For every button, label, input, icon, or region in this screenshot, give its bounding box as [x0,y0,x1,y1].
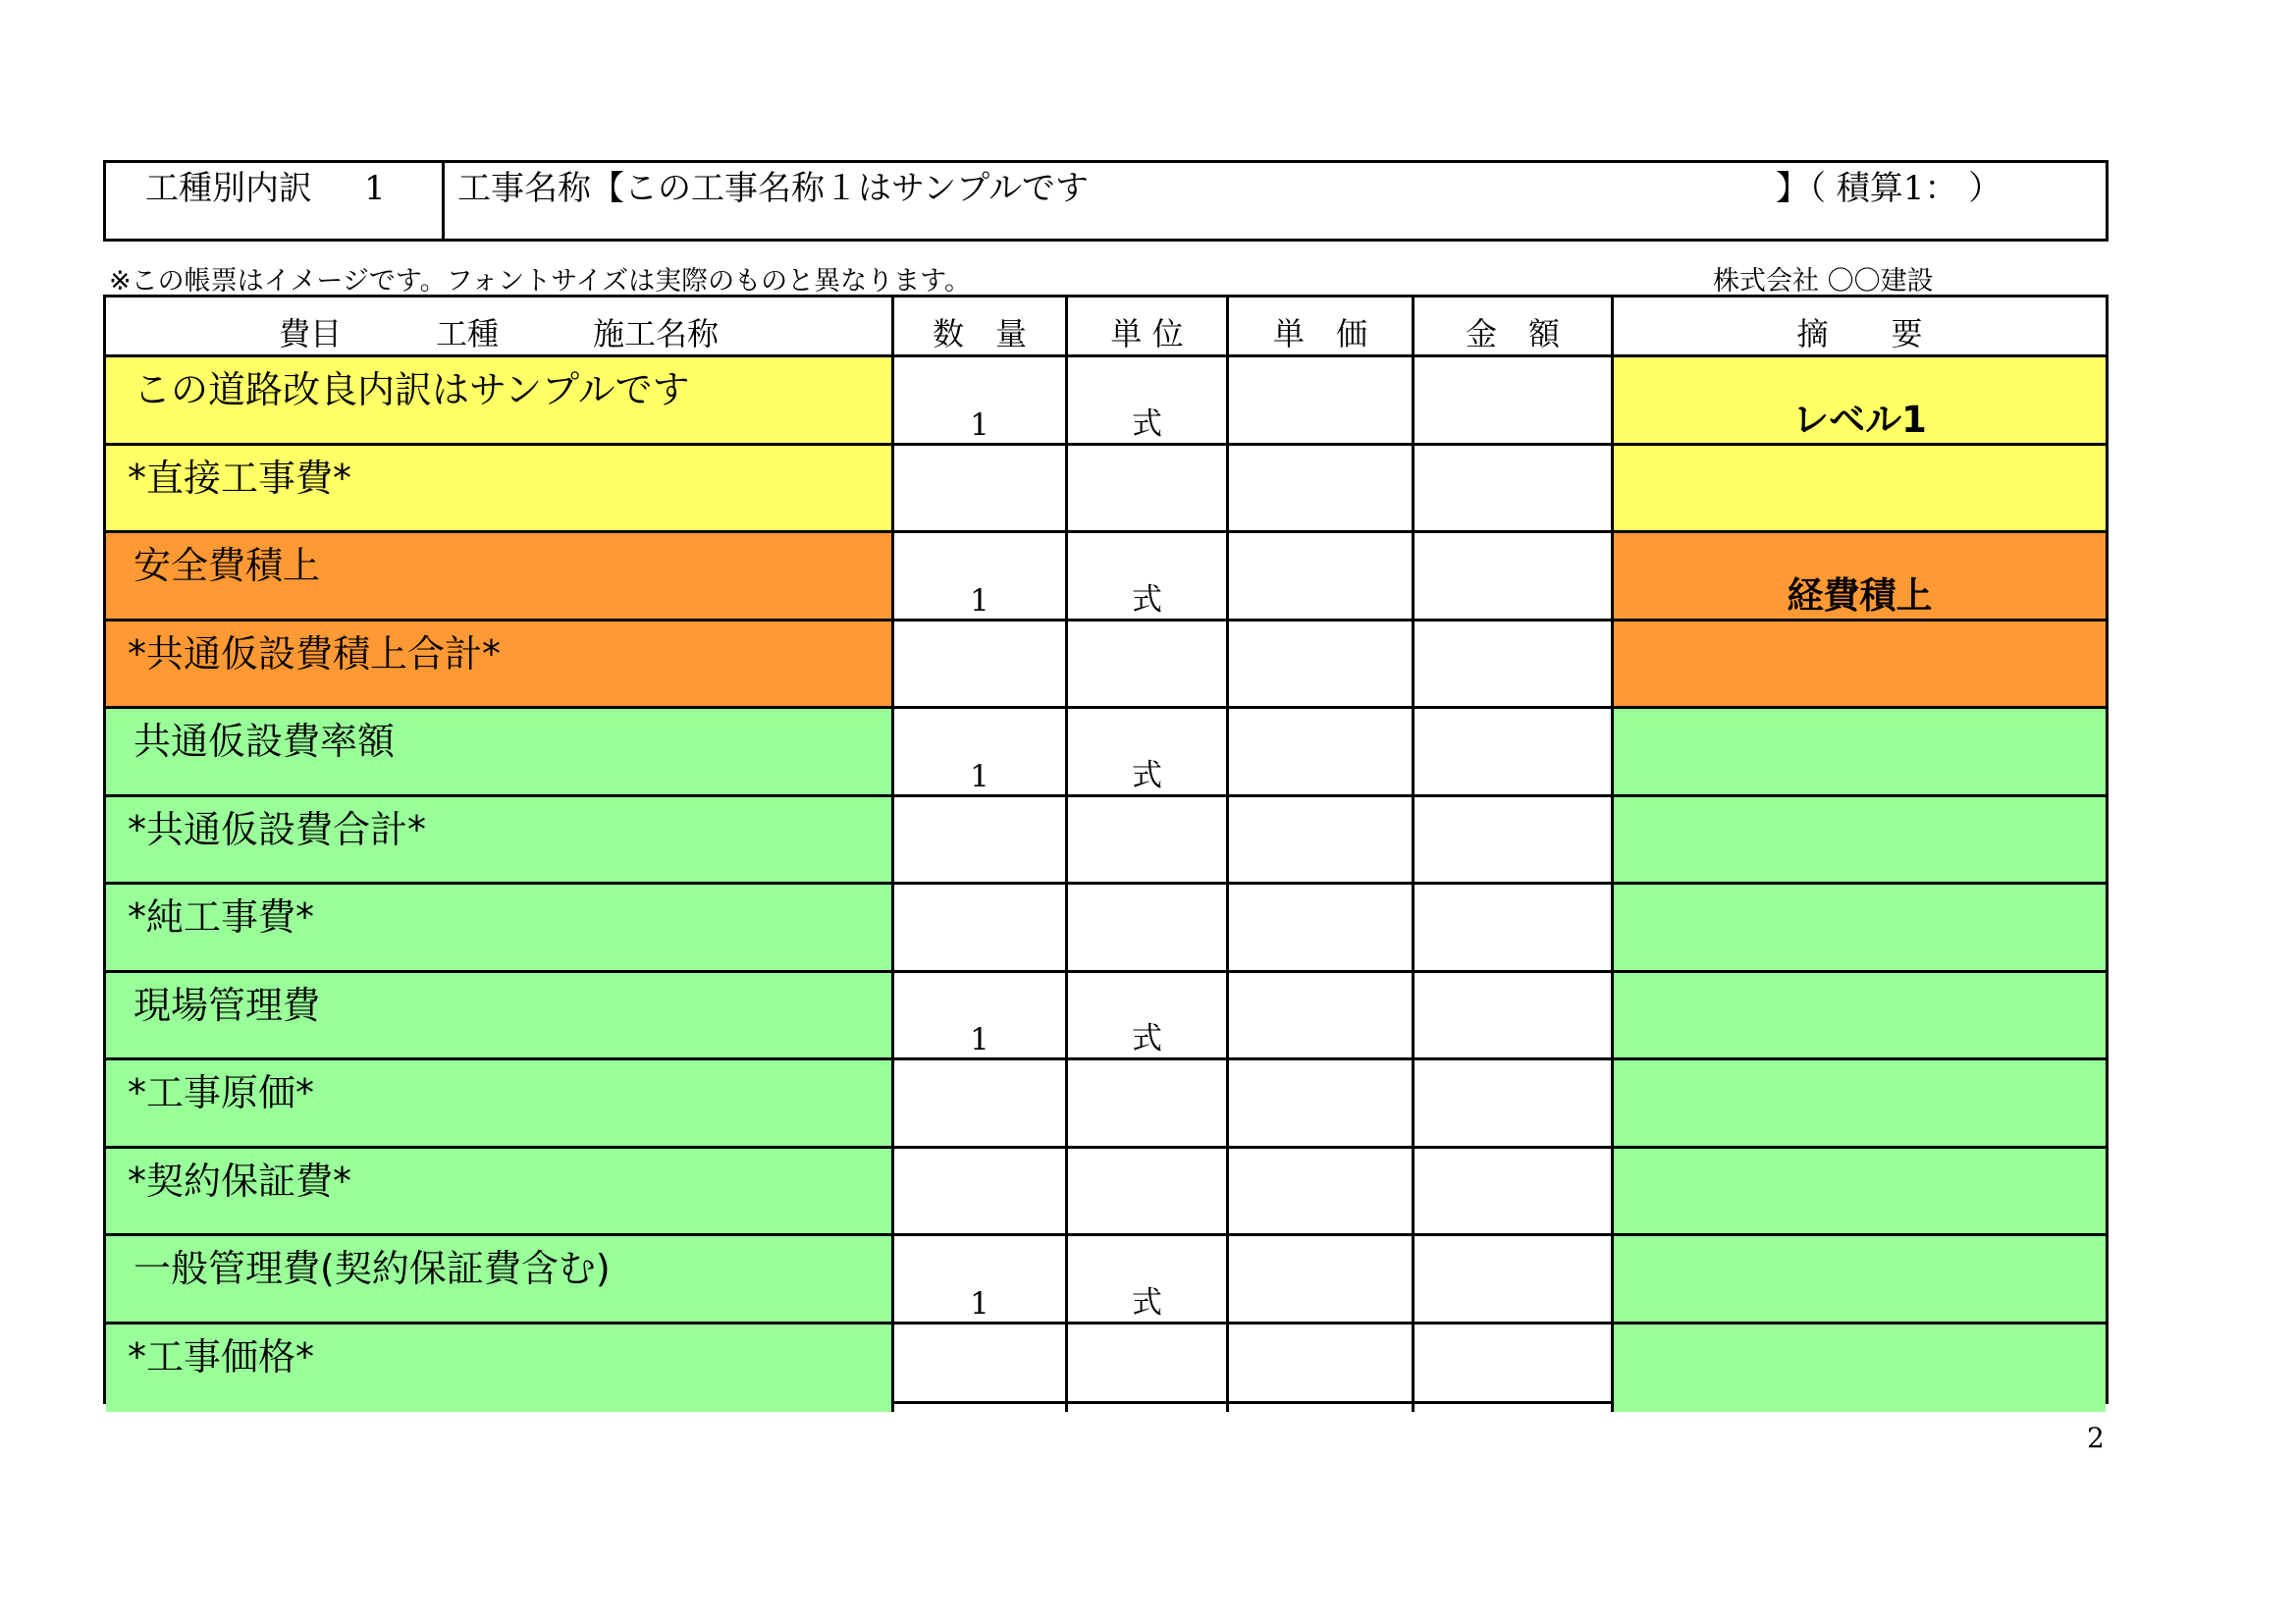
table-row [106,709,2106,797]
amount-cell [1412,357,1611,443]
item-cell [106,622,891,707]
unit-cell [1065,1236,1226,1322]
table-row [106,357,2106,446]
amount-cell [1412,1060,1611,1146]
unit-price-cell [1226,973,1412,1058]
unit-cell [1065,446,1226,531]
breakdown-table [103,295,2109,1404]
amount-cell [1412,1149,1611,1234]
breakdown-number: 1 [364,169,386,208]
quantity-cell [891,973,1065,1058]
unit-price-cell [1226,1236,1412,1322]
quantity-cell [891,1236,1065,1322]
header-unit-label: 単 位 [1110,315,1184,352]
remarks-cell [1611,973,2106,1058]
unit-cell [1065,357,1226,443]
header-amount [1412,297,1611,354]
unit-value: 式 [1132,1284,1162,1321]
table-row [106,1149,2106,1237]
header-quantity [891,297,1065,354]
header-remarks [1611,297,2106,354]
quantity-cell [891,533,1065,619]
quantity-value: 1 [970,1022,989,1057]
remarks-cell [1611,357,2106,443]
item-cell [106,533,891,619]
item-name: *契約保証費* [128,1159,352,1203]
amount-cell [1412,885,1611,970]
amount-cell [1412,1236,1611,1322]
unit-cell [1065,973,1226,1058]
quantity-cell [891,1149,1065,1234]
quantity-cell [891,709,1065,794]
table-row [106,622,2106,710]
image-note: ※この帳票はイメージです。フォントサイズは実際のものと異なります。 [109,266,971,297]
unit-cell [1065,1149,1226,1234]
remark-value: レベル1 [1792,398,1927,441]
table-row [106,446,2106,534]
remarks-cell [1611,446,2106,531]
unit-price-cell [1226,357,1412,443]
item-cell [106,1325,891,1413]
amount-cell [1412,533,1611,619]
quantity-value: 1 [970,1285,989,1322]
amount-cell [1412,709,1611,794]
item-cell [106,1149,891,1234]
breakdown-header [103,160,2109,242]
unit-cell [1065,797,1226,883]
unit-cell [1065,885,1226,970]
quantity-value: 1 [970,582,989,619]
amount-cell [1412,622,1611,707]
remarks-cell [1611,709,2106,794]
item-name: 一般管理費(契約保証費含む) [133,1247,611,1290]
table-row [106,797,2106,886]
quantity-cell [891,1325,1065,1413]
item-cell [106,797,891,883]
header-amount-label: 金 額 [1465,315,1560,352]
header-item-label: 費目 工種 施工名称 [278,315,719,352]
unit-price-cell [1226,797,1412,883]
unit-value: 式 [1132,406,1162,442]
amount-cell [1412,446,1611,531]
unit-cell [1065,709,1226,794]
unit-cell [1065,1325,1226,1413]
quantity-value: 1 [970,406,989,443]
header-divider [442,163,445,239]
unit-value: 式 [1132,581,1162,618]
table-row [106,973,2106,1061]
item-cell [106,1060,891,1146]
amount-cell [1412,1325,1611,1413]
quantity-cell [891,357,1065,443]
quantity-cell [891,885,1065,970]
remarks-cell [1611,533,2106,619]
header-quantity-label: 数 量 [932,315,1027,352]
item-name: この道路改良内訳はサンプルです [133,368,690,411]
table-row [106,1060,2106,1149]
unit-cell [1065,622,1226,707]
remarks-cell [1611,1236,2106,1322]
item-cell [106,885,891,970]
table-row [106,1325,2106,1413]
header-unit-price [1226,297,1412,354]
unit-cell [1065,533,1226,619]
quantity-value: 1 [970,758,989,794]
remark-value: 経費積上 [1787,573,1933,617]
header-unit [1065,297,1226,354]
page-number: 2 [2087,1422,2105,1454]
remarks-cell [1611,622,2106,707]
unit-price-cell [1226,885,1412,970]
unit-cell [1065,1060,1226,1146]
unit-price-cell [1226,446,1412,531]
unit-price-cell [1226,1325,1412,1413]
table-header-row [106,297,2106,357]
table-row [106,1236,2106,1325]
item-name: 安全費積上 [133,544,321,587]
quantity-cell [891,797,1065,883]
item-cell [106,709,891,794]
remarks-cell [1611,1325,2106,1413]
remarks-cell [1611,1149,2106,1234]
item-name: *直接工事費* [128,456,352,500]
remarks-cell [1611,1060,2106,1146]
item-name: *工事原価* [128,1071,315,1114]
amount-cell [1412,973,1611,1058]
company-name: 株式会社 〇〇建設 [1713,266,1934,297]
item-name: *純工事費* [128,895,315,939]
unit-price-cell [1226,709,1412,794]
unit-price-cell [1226,533,1412,619]
quantity-cell [891,622,1065,707]
item-name: *工事価格* [128,1334,315,1379]
remarks-cell [1611,885,2106,970]
work-name: 工事名称【この工事名称１はサンプルです [457,169,1089,208]
item-name: 共通仮設費率額 [133,720,396,763]
unit-price-cell [1226,622,1412,707]
quantity-cell [891,446,1065,531]
unit-value: 式 [1132,757,1162,793]
header-remarks-label: 摘 要 [1796,315,1923,352]
item-cell [106,973,891,1058]
item-name: *共通仮設費合計* [128,807,427,851]
header-unit-price-label: 単 価 [1272,315,1367,352]
item-cell [106,446,891,531]
unit-price-cell [1226,1149,1412,1234]
remarks-cell [1611,797,2106,883]
item-name: *共通仮設費積上合計* [128,631,502,676]
table-row [106,533,2106,622]
breakdown-label: 工種別内訳 [145,169,312,208]
unit-value: 式 [1132,1021,1162,1056]
item-name: 現場管理費 [133,983,321,1027]
table-row [106,885,2106,973]
item-cell [106,1236,891,1322]
quantity-cell [891,1060,1065,1146]
amount-cell [1412,797,1611,883]
unit-price-cell [1226,1060,1412,1146]
item-cell [106,357,891,443]
header-item [106,297,891,354]
estimate-label: 】（ 積算1： ） [1776,169,2002,208]
